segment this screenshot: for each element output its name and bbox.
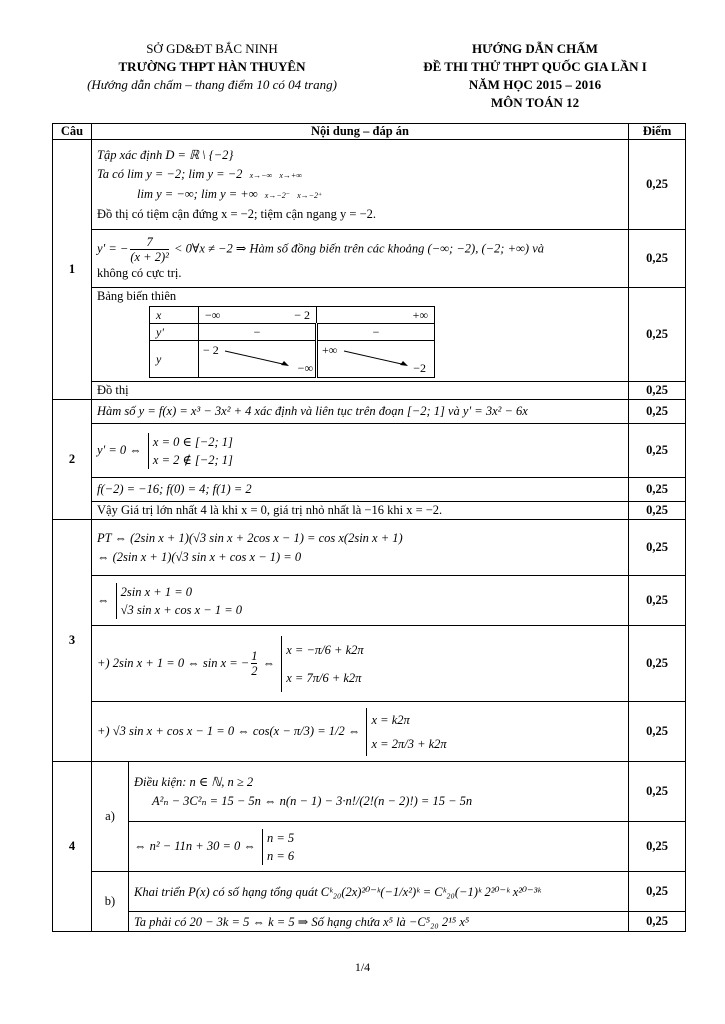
header-left bbox=[52, 40, 372, 94]
limit-sub-4: x→−2⁺ bbox=[297, 190, 323, 200]
question-number: 1 bbox=[53, 140, 92, 400]
equation-line-2: ⇔ (2sin x + 1)(√3 sin x + cos x − 1) = 0 bbox=[97, 549, 302, 564]
limit-line-2 bbox=[97, 185, 623, 205]
table-row bbox=[53, 872, 686, 912]
table-row bbox=[53, 702, 686, 762]
case-2: x = 7π/6 + k2π bbox=[286, 670, 362, 685]
table-row bbox=[53, 424, 686, 478]
case-1: x = −π/6 + k2π bbox=[286, 642, 364, 657]
point-value: 0,25 bbox=[629, 912, 686, 932]
variation-table-title: Bảng biến thiên bbox=[97, 289, 177, 303]
question-number: 2 bbox=[53, 400, 92, 520]
col-points: Điểm bbox=[629, 124, 686, 140]
bbt-x-pos-inf: +∞ bbox=[317, 307, 435, 324]
derivative-rhs: < 0∀x ≠ −2 ⇒ Hàm số đồng biến trên các khoảng (−∞; −2), (−2; +∞) và bbox=[174, 240, 545, 255]
table-row bbox=[53, 288, 686, 382]
answer-cell: Vậy Giá trị lớn nhất 4 là khi x = 0, giá trị nhỏ nhất là −16 khi x = −2. bbox=[92, 502, 629, 520]
answer-cell: Ta phải có 20 − 3k = 5 ⇔ k = 5 ⇒ Số hạng chứa x⁵ là −C⁵₂₀ 2¹⁵ x⁵ bbox=[129, 912, 629, 932]
point-value: 0,25 bbox=[629, 626, 686, 702]
sin-equation: +) 2sin x + 1 = 0 ⇔ sin x = − bbox=[97, 655, 250, 670]
derivative-fraction bbox=[130, 235, 169, 264]
page-number: 1/4 bbox=[354, 960, 371, 974]
case-bracket bbox=[148, 433, 233, 469]
domain-line: Tập xác định D = ℝ \ {−2} bbox=[97, 147, 234, 162]
point-value: 0,25 bbox=[629, 520, 686, 576]
bbt-row-x bbox=[150, 307, 435, 324]
point-value: 0,25 bbox=[629, 502, 686, 520]
point-value: 0,25 bbox=[629, 288, 686, 382]
table-row bbox=[53, 822, 686, 872]
answer-cell bbox=[92, 702, 629, 762]
answer-cell bbox=[92, 140, 629, 230]
bbt-yp-sign-2: − bbox=[317, 324, 435, 341]
table-row bbox=[53, 400, 686, 424]
combinatorics-line: A²ₙ − 3C²ₙ = 15 − 5n ⇔ n(n − 1) − 3·n!/(2!(n − 2)!) = 15 − 5n bbox=[152, 793, 473, 808]
point-value: 0,25 bbox=[629, 382, 686, 400]
bbt-yp-label: y' bbox=[150, 324, 199, 341]
point-value: 0,25 bbox=[629, 478, 686, 502]
half-fraction bbox=[251, 649, 257, 678]
bbt-x-label: x bbox=[150, 307, 199, 324]
equiv-sign: ⇔ bbox=[262, 655, 276, 670]
case-2: √3 sin x + cos x − 1 = 0 bbox=[120, 602, 243, 617]
fraction-numerator: 1 bbox=[251, 649, 258, 663]
case-2: n = 6 bbox=[267, 848, 295, 863]
answer-cell bbox=[129, 822, 629, 872]
table-row bbox=[53, 576, 686, 626]
case-bracket bbox=[366, 708, 446, 756]
point-value: 0,25 bbox=[629, 822, 686, 872]
limit-text-1: Ta có lim y = −2; lim y = −2 bbox=[97, 166, 243, 181]
bbt-x-neg-inf: −∞ bbox=[205, 307, 221, 322]
answer-cell bbox=[129, 762, 629, 822]
school-year: NĂM HỌC 2015 – 2016 bbox=[468, 77, 602, 92]
derivative-line bbox=[97, 235, 623, 264]
variation-table bbox=[149, 306, 435, 378]
question-number: 3 bbox=[53, 520, 92, 762]
case-1: x = k2π bbox=[371, 712, 410, 727]
department-name: SỞ GD&ĐT BẮC NINH bbox=[146, 41, 278, 56]
table-header-row bbox=[53, 124, 686, 140]
case-bracket bbox=[262, 829, 294, 865]
quadratic-eq: ⇔ n² − 11n + 30 = 0 ⇔ bbox=[134, 838, 256, 853]
exam-title: ĐỀ THI THỬ THPT QUỐC GIA LẦN I bbox=[423, 59, 647, 74]
table-row bbox=[53, 626, 686, 702]
sub-question-label: a) bbox=[92, 762, 129, 872]
point-value: 0,25 bbox=[629, 424, 686, 478]
answer-cell bbox=[92, 288, 629, 382]
fraction-numerator: 7 bbox=[130, 235, 169, 250]
table-row bbox=[53, 382, 686, 400]
bbt-y-minus2-right: −2 bbox=[413, 361, 426, 375]
derivative-lhs: y' = − bbox=[97, 240, 129, 255]
equation-line-1: PT ⇔ (2sin x + 1)(√3 sin x + 2cos x − 1) = cos x(2sin x + 1) bbox=[97, 530, 403, 545]
bbt-y-label: y bbox=[150, 341, 199, 378]
point-value: 0,25 bbox=[629, 230, 686, 288]
limit-sub-3: x→−2⁻ bbox=[264, 190, 290, 200]
sub-question-label: b) bbox=[92, 872, 129, 932]
table-row bbox=[53, 520, 686, 576]
table-row bbox=[53, 478, 686, 502]
point-value: 0,25 bbox=[629, 576, 686, 626]
point-value: 0,25 bbox=[629, 400, 686, 424]
critical-eq: y' = 0 ⇔ bbox=[97, 442, 142, 457]
limit-text-2: lim y = −∞; lim y = +∞ bbox=[137, 186, 258, 201]
case-bracket bbox=[281, 636, 363, 692]
table-row bbox=[53, 762, 686, 822]
bbt-y-right bbox=[317, 341, 435, 378]
col-question: Câu bbox=[53, 124, 92, 140]
answer-cell: f(−2) = −16; f(0) = 4; f(1) = 2 bbox=[92, 478, 629, 502]
table-row bbox=[53, 140, 686, 230]
bbt-y-neg-inf: −∞ bbox=[297, 361, 313, 375]
fraction-denominator: (x + 2)² bbox=[130, 249, 169, 264]
limit-sub-1: x→−∞ bbox=[249, 170, 273, 180]
table-row bbox=[53, 912, 686, 932]
point-value: 0,25 bbox=[629, 872, 686, 912]
table-row bbox=[53, 230, 686, 288]
answer-cell: Khai triển P(x) có số hạng tổng quát Cᵏ₂₀(2x)²⁰⁻ᵏ(−1/x²)ᵏ = Cᵏ₂₀(−1)ᵏ 2²⁰⁻ᵏ x²⁰⁻³ᵏ bbox=[129, 872, 629, 912]
question-number: 4 bbox=[53, 762, 92, 932]
doc-title: HƯỚNG DẪN CHẤM bbox=[472, 41, 598, 56]
header-right bbox=[385, 40, 685, 112]
bbt-yp-sign-1: − bbox=[199, 324, 317, 341]
answer-table bbox=[52, 123, 686, 932]
bbt-y-left bbox=[199, 341, 317, 378]
answer-cell bbox=[92, 626, 629, 702]
answer-cell bbox=[92, 230, 629, 288]
limit-sub-2: x→+∞ bbox=[279, 170, 302, 180]
case-1: n = 5 bbox=[267, 830, 295, 845]
subject: MÔN TOÁN 12 bbox=[490, 95, 580, 110]
answer-cell: Đồ thị bbox=[92, 382, 629, 400]
bbt-y-minus2: − 2 bbox=[203, 343, 219, 357]
condition-line: Điều kiện: n ∈ ℕ, n ≥ 2 bbox=[134, 774, 254, 789]
bbt-row-yp bbox=[150, 324, 435, 341]
case-1: x = 0 ∈ [−2; 1] bbox=[152, 434, 233, 449]
col-content: Nội dung – đáp án bbox=[92, 124, 629, 140]
point-value: 0,25 bbox=[629, 762, 686, 822]
answer-cell bbox=[92, 520, 629, 576]
bbt-y-pos-inf: +∞ bbox=[322, 343, 338, 357]
point-value: 0,25 bbox=[629, 702, 686, 762]
decrease-arrow-icon bbox=[223, 349, 293, 369]
bbt-x-left bbox=[199, 307, 317, 324]
answer-cell: Hàm số y = f(x) = x³ − 3x² + 4 xác định và liên tục trên đoạn [−2; 1] và y' = 3x² − 6x bbox=[92, 400, 629, 424]
case-bracket bbox=[116, 583, 242, 619]
equiv-sign: ⇔ bbox=[97, 592, 110, 607]
case-2: x = 2 ∉ [−2; 1] bbox=[152, 452, 233, 467]
fraction-denominator: 2 bbox=[251, 664, 258, 678]
grading-note: (Hướng dẫn chấm – thang điểm 10 có 04 trang) bbox=[87, 77, 337, 92]
case-2: x = 2π/3 + k2π bbox=[371, 736, 447, 751]
answer-cell bbox=[92, 424, 629, 478]
limit-line-1 bbox=[97, 165, 623, 185]
table-row bbox=[53, 502, 686, 520]
school-name: TRƯỜNG THPT HÀN THUYÊN bbox=[118, 59, 306, 74]
cos-equation: +) √3 sin x + cos x − 1 = 0 ⇔ cos(x − π/3) = 1/2 ⇔ bbox=[97, 723, 361, 738]
bbt-row-y bbox=[150, 341, 435, 378]
asymptote-line: Đồ thị có tiệm cận đứng x = −2; tiệm cận ngang y = −2. bbox=[97, 206, 377, 221]
decrease-arrow-icon bbox=[342, 349, 412, 369]
no-extrema-line: không có cực trị. bbox=[97, 265, 182, 280]
bbt-x-minus2: − 2 bbox=[294, 307, 310, 322]
case-1: 2sin x + 1 = 0 bbox=[120, 584, 193, 599]
answer-cell bbox=[92, 576, 629, 626]
point-value: 0,25 bbox=[629, 140, 686, 230]
